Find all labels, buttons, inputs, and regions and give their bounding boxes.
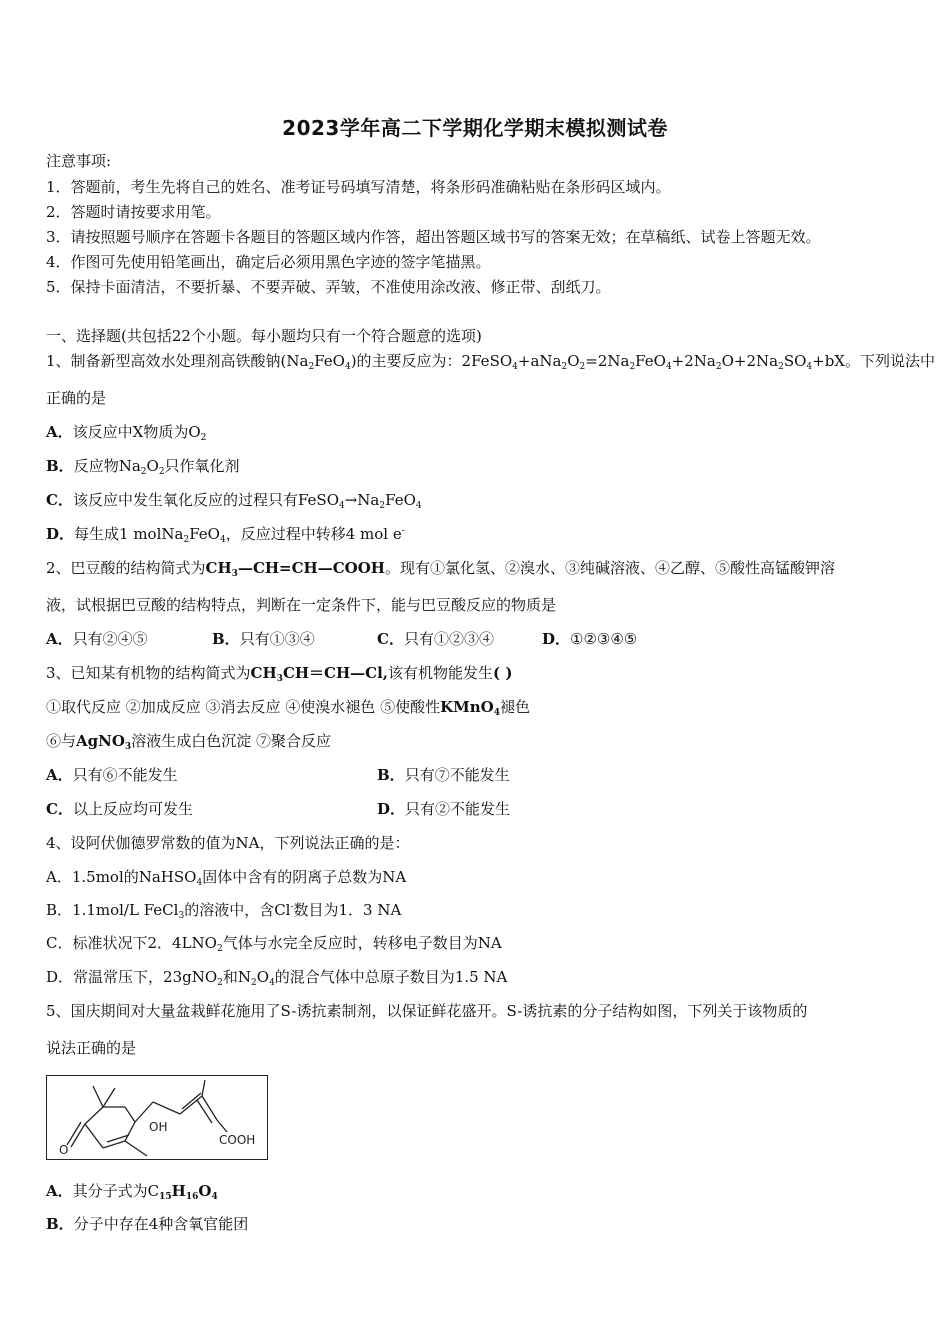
q5-stem-cont: 说法正确的是 [46, 1039, 137, 1057]
q5-option-b[interactable]: B．分子中存在4种含氧官能团 [46, 1215, 249, 1233]
q1-option-b[interactable]: B．反应物$Na_2O_2$只作氧化剂 [46, 457, 240, 477]
q4-option-d[interactable]: D．常温常压下，23gNO$_2$和$N_2O_4$的混合气体中总原子数目为1.5 NA [46, 968, 508, 988]
molecule-structure-diagram [47, 1076, 267, 1159]
notice-header: 注意事项: [46, 152, 112, 170]
q3-option-c[interactable]: C．以上反应均可发生 [46, 800, 193, 818]
q4-stem: 4、设阿伏伽德罗常数的值为NA，下列说法正确的是： [46, 834, 410, 852]
carboxyl-label: COOH [219, 1133, 256, 1147]
q1-option-c[interactable]: C．该反应中发生氧化反应的过程只有$FeSO_4\to Na_2FeO_4$ [46, 491, 422, 511]
q2-stem-cont: 液，试根据巴豆酸的结构特点，判断在一定条件下，能与巴豆酸反应的物质是 [46, 596, 557, 614]
q4-option-b[interactable]: B．1.1mol/L FeCl$_3$的溶液中，含Cl-数目为1．3 NA [46, 901, 402, 921]
molecule-structure-figure [46, 1075, 268, 1160]
q2-option-a[interactable]: A．只有②④⑤ [46, 630, 148, 648]
q1-stem: 1、制备新型高效水处理剂高铁酸钠$(Na_2FeO_4)$的主要反应为：$2FeSO_4+aNa_2O_2=2Na_2FeO_4+2Na_2O+2Na_2SO_4+bX$。下列说法中 [46, 352, 935, 372]
notice-item-2: 2．答题时请按要求用笔。 [46, 203, 221, 221]
q3-reaction-list-1: ①取代反应 ②加成反应 ③消去反应 ④使溴水褪色 ⑤使酸性KMnO$_4$褪色 [46, 698, 530, 718]
q3-option-d[interactable]: D．只有②不能发生 [377, 800, 511, 818]
q4-option-a[interactable]: A．1.5mol的NaHSO$_4$固体中含有的阴离子总数为NA [46, 868, 407, 888]
q2-option-d[interactable]: D．①②③④⑤ [542, 630, 638, 648]
page-title: 2023学年高二下学期化学期末模拟测试卷 [282, 116, 668, 140]
section-heading: 一、选择题(共包括22个小题。每小题均只有一个符合题意的选项) [46, 327, 482, 345]
q5-option-a[interactable]: A．其分子式为$C_{15}H_{16}O_4$ [46, 1182, 218, 1202]
q3-option-b[interactable]: B．只有⑦不能发生 [377, 766, 510, 784]
notice-item-3: 3．请按照题号顺序在答题卡各题目的答题区域内作答，超出答题区域书写的答案无效；在草稿纸、试卷上答题无效。 [46, 228, 821, 246]
q2-stem: 2、巴豆酸的结构简式为$CH_3—CH=CH—COOH$。现有①氯化氢、②溴水、③纯碱溶液、④乙醇、⑤酸性高锰酸钾溶 [46, 559, 835, 579]
q3-option-a[interactable]: A．只有⑥不能发生 [46, 766, 178, 784]
ketone-oxygen-label: O [59, 1143, 69, 1157]
q2-option-b[interactable]: B．只有①③④ [212, 630, 315, 648]
notice-item-5: 5．保持卡面清洁，不要折暴、不要弄破、弄皱，不准使用涂改液、修正带、刮纸刀。 [46, 278, 611, 296]
q2-option-c[interactable]: C．只有①②③④ [377, 630, 494, 648]
q1-option-a[interactable]: A．该反应中X物质为$O_2$ [46, 423, 207, 443]
q3-stem: 3、已知某有机物的结构简式为$CH_3CH=CH—Cl$,该有机物能发生( ) [46, 664, 513, 684]
q1-stem-cont: 正确的是 [46, 389, 107, 407]
notice-item-1: 1．答题前，考生先将自己的姓名、准考证号码填写清楚，将条形码准确粘贴在条形码区域内。 [46, 178, 671, 196]
hydroxyl-label: OH [149, 1120, 168, 1134]
notice-item-4: 4．作图可先使用铅笔画出，确定后必须用黑色字迹的签字笔描黑。 [46, 253, 491, 271]
q3-reaction-list-2: ⑥与AgNO$_3$溶液生成白色沉淀 ⑦聚合反应 [46, 732, 331, 752]
q4-option-c[interactable]: C．标准状况下2．$4LNO_2$气体与水完全反应时，转移电子数目为NA [46, 934, 502, 954]
q5-stem: 5、国庆期间对大量盆栽鲜花施用了S-诱抗素制剂，以保证鲜花盛开。S-诱抗素的分子结构如图，下列关于该物质的 [46, 1002, 808, 1020]
q1-option-d[interactable]: D．每生成1 molNa$_2$FeO$_4$，反应过程中转移4 mol e- [46, 525, 405, 545]
